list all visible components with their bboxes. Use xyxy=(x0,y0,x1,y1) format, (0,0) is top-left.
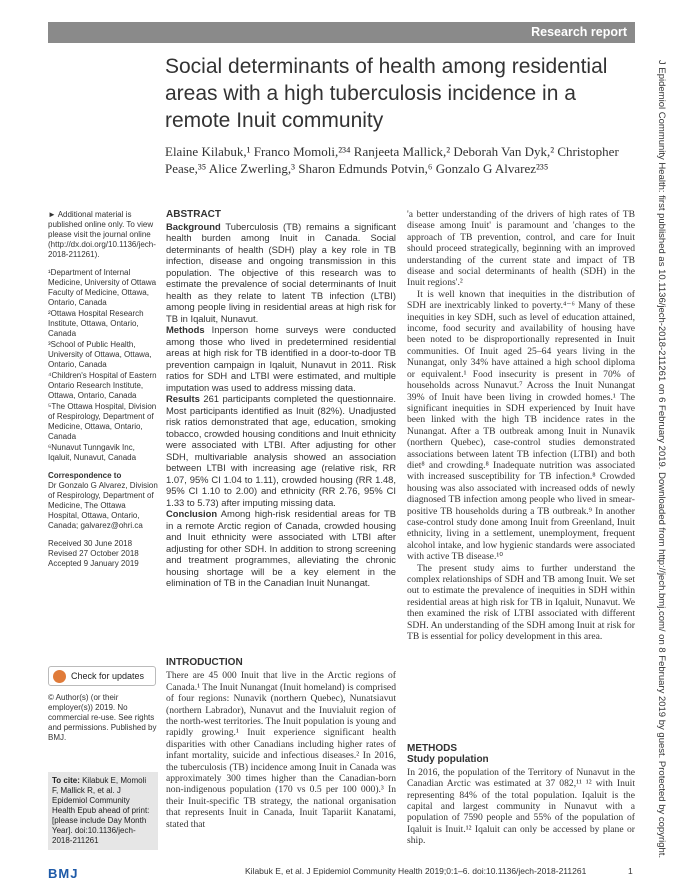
article-dates xyxy=(48,539,158,569)
paragraph: 'a better understanding of the drivers of high rates of TB disease among Inuit' is paramount and 'changes to the approach of TB prevention, control, and care for Inuit should proceed strategically, beginning with an improved understanding of the current state and impact of TB disease and social determinants of health (SDH) in the Inuit regions'.² xyxy=(407,209,635,289)
bmj-logo: BMJ xyxy=(48,866,79,880)
crossmark-icon xyxy=(53,670,66,683)
affiliation: ⁶Nunavut Tunngavik Inc, Iqaluit, Nunavut, Canada xyxy=(48,443,137,462)
page-number: 1 xyxy=(628,866,633,876)
correspondence-heading: Correspondence to xyxy=(48,471,122,480)
section-label: Research report xyxy=(531,25,627,39)
correspondence-text: Dr Gonzalo G Alvarez, Division of Respirology, Department of Medicine, The Ottawa Hospital, Ottawa, Ontario, Canada; galvarez@ohri.ca xyxy=(48,481,158,530)
results-text: 261 participants completed the questionnaire. Most participants identified as Inuit (82%). Unadjusted risk ratios demonstrated that age, education, smoking tobacco, crowded housing conditions and Inuit ethnicity were associated with LTBI. After adjusting for other SDH, multivariable analysis showed an association between LTBI with increasing age (relative risk, RR 1.07, 95% CI 1.04 to 1.11), crowded housing (RR 1.48, 95% CI 1.10 to 2.00) and ethnicity (RR 2.76, 95% CI 1.33 to 5.73) after imputing missing data. xyxy=(166,393,397,508)
introduction-continued xyxy=(407,209,635,642)
check-for-updates-button[interactable] xyxy=(48,666,156,686)
abstract-conclusion xyxy=(166,508,396,589)
section-banner xyxy=(48,22,635,43)
introduction-text: There are 45 000 Inuit that live in the Arctic regions of Canada.¹ The Inuit Nunangat (Inuit homeland) is comprised of four regions: Nunavik (northern Quebec), Nunatsiavut (northern Labrador), Nunavut and the Inuvialuit region of the north-west territories. The Inuit population is young and rapidly growing.¹ Inuit experience significant health disparities with other Canadians including higher rates of infant mortality, suicide and infectious diseases.² In 2016, the tuberculosis (TB) incidence among Inuit in Canada was approximately 300 times higher than the Canadian-born non-indigenous population (170 vs 0.5 per 100 000).³ In their Inuit-specific TB strategy, the national organisation that represents Inuit in Canada, Inuit Tapariit Kanatami, stated that xyxy=(166,670,396,830)
footer-citation: Kilabuk E, et al. J Epidemiol Community Health 2019;0:1–6. doi:10.1136/jech-2018-211261 xyxy=(245,866,587,876)
study-population-heading: Study population xyxy=(407,754,489,766)
abstract-results xyxy=(166,393,396,508)
affiliation: ²Ottawa Hospital Research Institute, Ottawa, Ontario, Canada xyxy=(48,309,144,338)
methods-text: Inperson home surveys were conducted among those who lived in predetermined residential areas at high risk for TB identified in a door-to-door TB prevention campaign in Iqaluit, Nunavut in 2011. Risk ratios for SDH and LTBI were estimated, and multiple imputation was used to address missing data. xyxy=(166,324,396,393)
affiliation: ³School of Public Health, University of Ottawa, Ottawa, Ontario, Canada xyxy=(48,340,152,369)
paragraph: It is well known that inequities in the distribution of SDH are inextricably linked to poverty.⁴⁻⁶ Many of these inequities in key SDH, such as level of education attained, income, food security and availability of housing have been noted to be disproportionally represented in Inuit communities. Of Inuit aged 25–64 years living in the Nunangat, only 34% have attained a high school diploma or equivalent.¹ Food insecurity is present in 70% of households across Nunavut.⁷ Across the Inuit Nunangat 39% of Inuit have been living in crowded homes.¹ The significant inequities in SDH experienced by Inuit have been linked with the high TB incidence rates in the Nunangat. After a TB outbreak among Inuit in Nunavik (northern Quebec), case-control studies demonstrated associations between latent TB infection (LTBI) and both diet⁸ and crowding.⁸ Inadequate nutrition was associated with increased susceptibility for TB infection.⁸ Crowded housing was also associated with increased odds of newly diagnosed TB infection among people who lived in smear-positive TB households during a TB outbreak.⁹ In another case-control study done among Inuit from Greenland, Inuit ethnicity, living in a settlement, unemployment, frequent alcohol intake, and low hygienic standards were associated with active TB disease.¹⁰ xyxy=(407,288,635,563)
abstract-methods xyxy=(166,324,396,393)
supplementary-note: ► Additional material is published online only. To view please visit the journal online (http://dx.doi.org/10.1136/jech-2018-211261). xyxy=(48,210,156,259)
paragraph: The present study aims to further understand the complex relationships of SDH and TB among Inuit. We set out to estimate the prevalence of inequities in SDH within residential areas at high risk for TB in Iqaluit, Nunavut. We then examined the risk of LTBI associated with different SDH. An understanding of the SDH among Inuit at risk for TB is essential for policy development in this area. xyxy=(407,562,636,643)
methods-section xyxy=(407,743,635,847)
abstract xyxy=(166,209,396,589)
results-label: Results xyxy=(166,393,200,404)
conclusion-text: Among high-risk residential areas for TB in a remote Arctic region of Canada, crowded housing and Inuit ethnicity were associated with LTBI after adjusting for other SDH. In addition to strong screening and treatment programmes, alleviating the chronic housing shortage will be a key element in the elimination of TB in the Canadian Inuit Nunangat. xyxy=(166,508,396,588)
methods-heading: METHODS xyxy=(407,743,457,754)
cite-text: Kilabuk E, Momoli F, Mallick R, et al. J Epidemiol Community Health Epub ahead of print: [please include Day Month Year]. doi:10.1136/jech-2018-211261 xyxy=(52,776,150,845)
correspondence xyxy=(48,471,158,531)
background-text: Tuberculosis (TB) remains a significant health burden among Inuit in Canada. Social determinants of health (SDH) play a key role in TB infection, disease and ongoing transmission in this population. The objective of this research was to estimate the prevalence of social determinants of Inuit health as they relate to latent TB infection (LTBI) among people living in residential areas at high risk for TB in Iqaluit, Nunavut. xyxy=(166,220,396,324)
introduction-section xyxy=(166,657,396,830)
methods-text: In 2016, the population of the Territory of Nunavut in the Canadian Arctic was estimated at 37 082,¹¹ ¹² with Inuit representing 84% of the total population. Iqaluit is the capital and largest community in Nunavut with a population of 7590 people and 55% of the population of Iqaluit is Inuit.¹² Iqaluit can only be accessed by plane or ship. xyxy=(407,766,635,847)
citation-box xyxy=(48,772,158,850)
copyright-notice: © Author(s) (or their employer(s)) 2019. No commercial re-use. See rights and permissions. Published by BMJ. xyxy=(48,693,157,742)
abstract-background xyxy=(166,221,396,325)
revised-date: Revised 27 October 2018 xyxy=(48,549,139,558)
affiliations xyxy=(48,268,158,463)
methods-label: Methods xyxy=(166,324,205,335)
received-date: Received 30 June 2018 xyxy=(48,539,133,548)
affiliation: ⁵The Ottawa Hospital, Division of Respirology, Department of Medicine, Ottawa, Ontario, Canada xyxy=(48,402,157,441)
margin-notice xyxy=(655,60,667,860)
background-label: Background xyxy=(166,220,221,232)
introduction-heading: INTRODUCTION xyxy=(166,657,243,668)
accepted-date: Accepted 9 January 2019 xyxy=(48,559,139,568)
conclusion-label: Conclusion xyxy=(166,508,218,519)
abstract-heading: ABSTRACT xyxy=(166,209,221,220)
check-for-updates-label: Check for updates xyxy=(71,671,145,681)
cite-heading: To cite: xyxy=(52,776,80,785)
article-title: Social determinants of health among residential areas with a high tuberculosis incidence in a remote Inuit community xyxy=(165,55,608,132)
article-sidebar xyxy=(48,210,158,577)
download-notice: J Epidemiol Community Health: first published as 10.1136/jech-2018-211261 on 6 February 2019. Downloaded from http://jech.bmj.com/ on 8 February 2019 by guest. Protected by copyright. xyxy=(656,60,667,859)
author-list: Elaine Kilabuk,¹ Franco Momoli,²³⁴ Ranjeeta Mallick,² Deborah Van Dyk,² Christopher Pease,³⁵ Alice Zwerling,³ Sharon Edmunds Potvin,⁶ Gonzalo G Alvarez²³⁵ xyxy=(165,144,619,176)
affiliation: ⁴Children's Hospital of Eastern Ontario Research Institute, Ottawa, Ontario, Canada xyxy=(48,371,157,400)
affiliation: ¹Department of Internal Medicine, University of Ottawa Faculty of Medicine, Ottawa, Ontario, Canada xyxy=(48,268,157,307)
